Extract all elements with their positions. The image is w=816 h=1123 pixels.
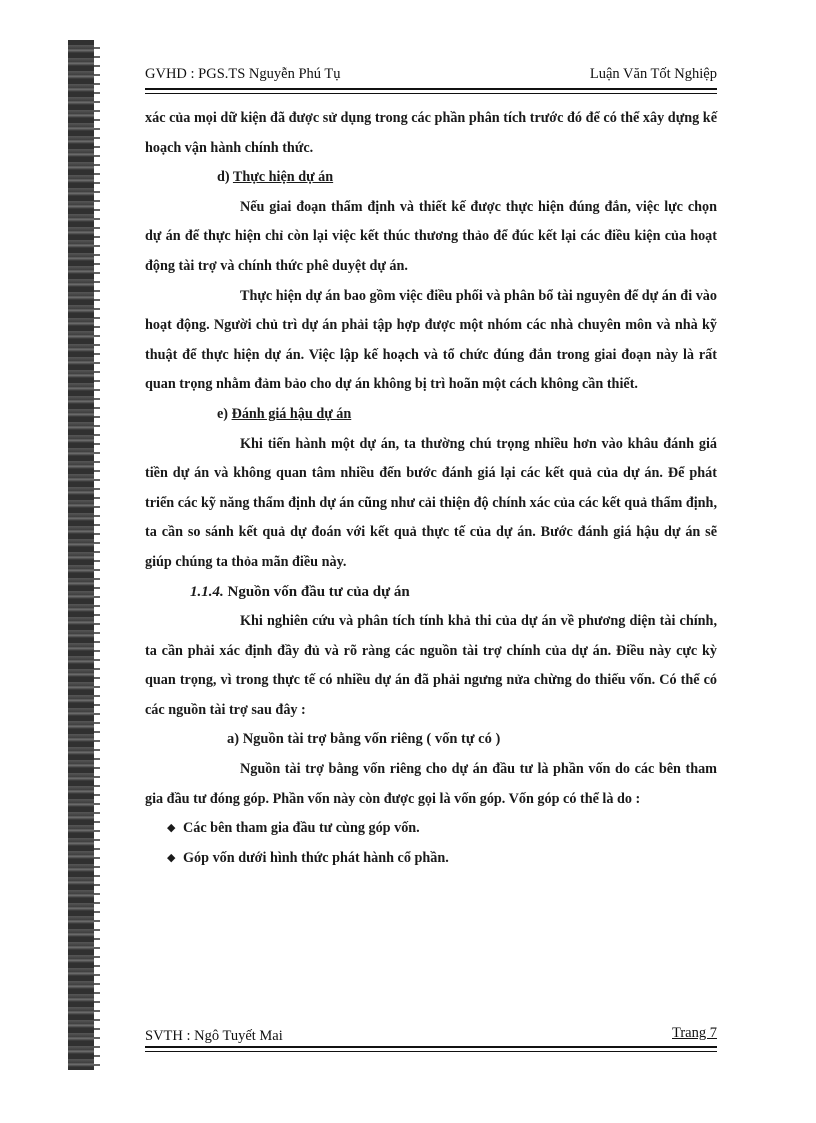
- subheading-title: Thực hiện dự án: [232, 169, 334, 186]
- page-number: Trang 7: [672, 1025, 717, 1041]
- bullet-item: [145, 814, 717, 844]
- subheading-label: e): [217, 405, 229, 422]
- header-thesis-title: Luận Văn Tốt Nghiệp: [589, 66, 717, 82]
- footer-student: SVTH : Ngô Tuyết Mai: [145, 1028, 283, 1044]
- paragraph: Thực hiện dự án bao gồm việc điều phối và phân bổ tài nguyên để dự án đi vào hoạt động. Người chủ trì dự án phải tập hợp được một nhóm các nhà chuyên môn và nhà kỹ thuật để thực hiện dự án. Việc lập kế hoạch và tổ chức đúng đắn trong giai đoạn này là rất quan trọng nhằm đảm bảo cho dự án không bị trì hoãn một cách không cần thiết.: [145, 287, 717, 393]
- scan-binding-edge: [68, 40, 94, 1070]
- paragraph: Nguồn tài trợ bằng vốn riêng cho dự án đầu tư là phần vốn do các bên tham gia đầu tư đóng góp. Phần vốn này còn được gọi là vốn góp. Vốn góp có thể là do :: [145, 761, 717, 807]
- diamond-bullet-icon: ◆: [167, 822, 176, 835]
- paragraph: Khi nghiên cứu và phân tích tính khả thi của dự án về phương diện tài chính, ta cần phải xác định đầy đủ và rõ ràng các nguồn tài trợ chính của dự án. Điều này cực kỳ quan trọng, vì trong thực tế có nhiều dự án đã phải ngưng nửa chừng do thiếu vốn. Có thể có các nguồn tài trợ sau đây :: [145, 613, 717, 718]
- subheading-title: Đánh giá hậu dự án: [231, 405, 352, 422]
- subsection-heading-a: a) Nguồn tài trợ bằng vốn riêng ( vốn tự có ): [227, 731, 501, 748]
- section-heading: [145, 578, 717, 608]
- paragraph: xác của mọi dữ kiện đã được sử dụng trong các phần phân tích trước đó để có thể xây dựng kế hoạch vận hành chính thức.: [145, 110, 717, 156]
- paragraph: Khi tiến hành một dự án, ta thường chú trọng nhiều hơn vào khâu đánh giá tiền dự án và không quan tâm nhiều đến bước đánh giá lại các kết quả của dự án. Để phát triển các kỹ năng thẩm định dự án cũng như cải thiện độ chính xác của các kết quả thẩm định, ta cần so sánh kết quả dự đoán với kết quả thực tế của dự án. Bước đánh giá hậu dự án sẽ giúp chúng ta thỏa mãn điều này.: [145, 435, 717, 570]
- section-number: 1.1.4.: [190, 583, 224, 600]
- subheading-d: [145, 163, 717, 193]
- page-body: [145, 104, 717, 873]
- page-footer: [145, 1024, 717, 1048]
- bullet-text: Các bên tham gia đầu tư cùng góp vốn.: [183, 820, 420, 837]
- section-title: Nguồn vốn đầu tư của dự án: [227, 583, 410, 600]
- page-header: [145, 62, 717, 90]
- bullet-item: [145, 844, 717, 874]
- subheading-label: d): [217, 169, 230, 186]
- header-advisor: GVHD : PGS.TS Nguyễn Phú Tụ: [145, 66, 341, 82]
- paragraph: Nếu giai đoạn thẩm định và thiết kế được thực hiện đúng đắn, việc lực chọn dự án để thực hiện chỉ còn lại việc kết thúc thương thảo để đúc kết lại các điều kiện của hoạt động tài trợ và chính thức phê duyệt dự án.: [145, 198, 717, 274]
- bullet-text: Góp vốn dưới hình thức phát hành cổ phần.: [183, 849, 449, 866]
- diamond-bullet-icon: ◆: [167, 851, 176, 864]
- subheading-e: [145, 400, 717, 430]
